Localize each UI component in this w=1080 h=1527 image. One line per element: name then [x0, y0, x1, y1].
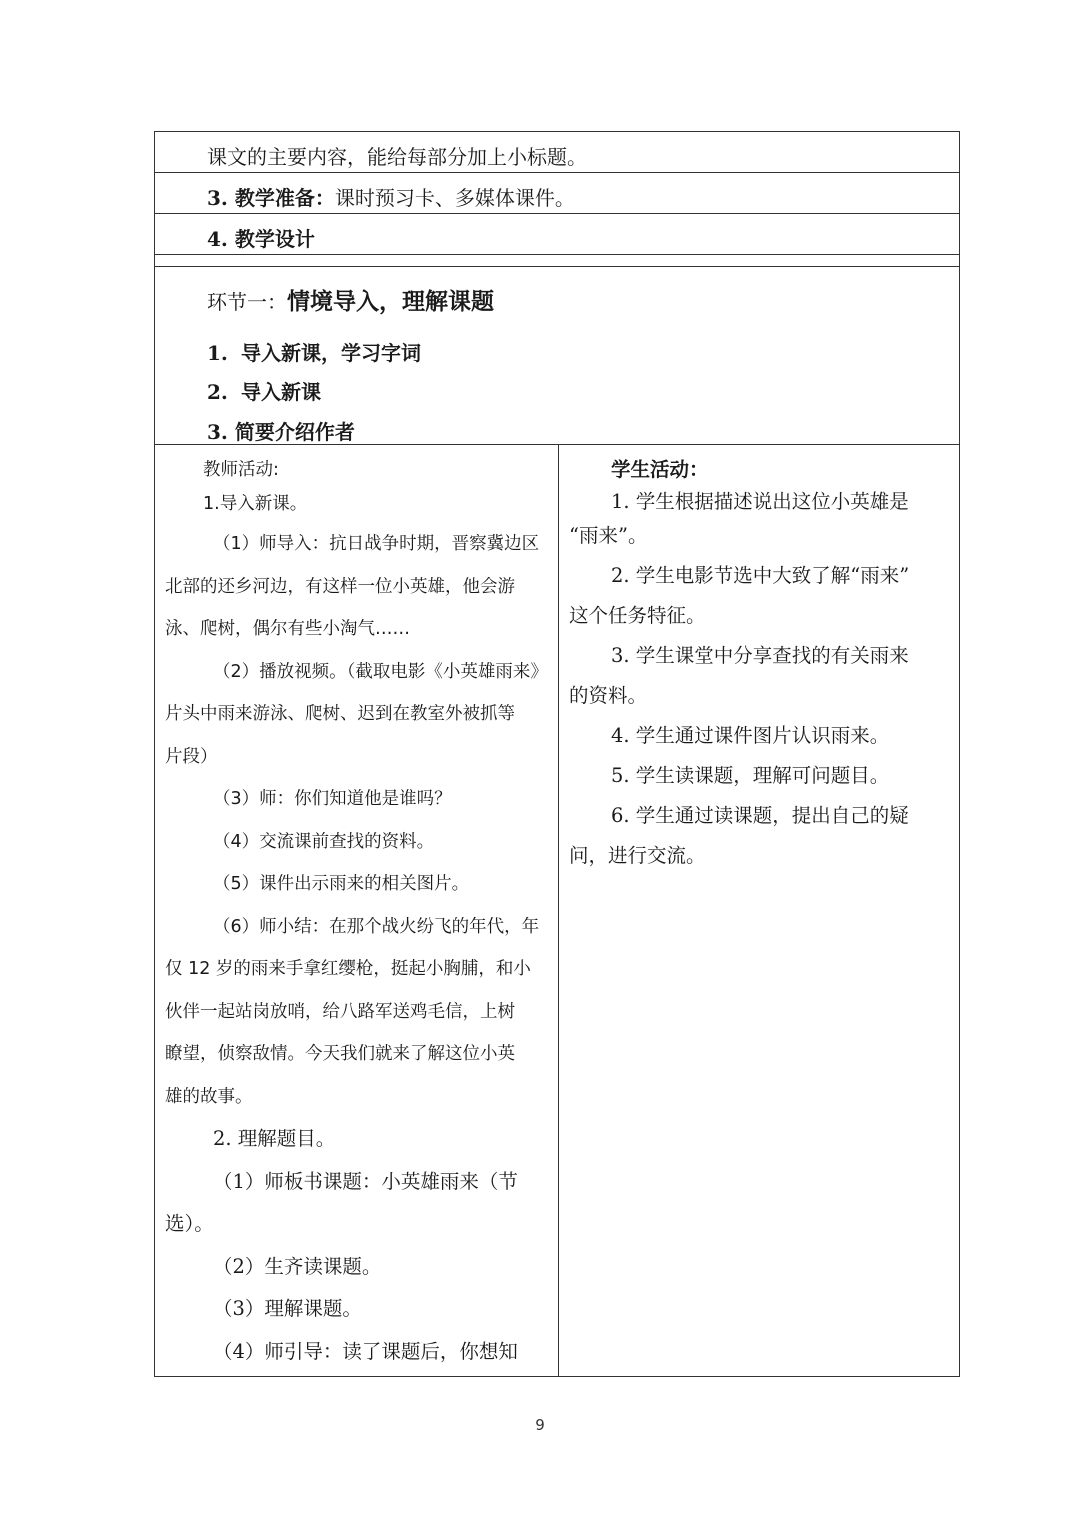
teacher-line: 瞭望，侦察敌情。今天我们就来了解这位小英 — [165, 1044, 515, 1064]
teacher-line: （2）生齐读课题。 — [213, 1254, 382, 1278]
student-line: 3. 学生课堂中分享查找的有关雨来 — [611, 644, 909, 667]
segment-row — [154, 266, 960, 444]
segment-item-number: 1. — [207, 341, 228, 365]
segment-item-text: 3. 简要介绍作者 — [207, 420, 355, 444]
teacher-line: （5）课件出示雨来的相关图片。 — [213, 874, 470, 894]
column-divider — [558, 445, 559, 1376]
student-activity-column — [569, 457, 954, 881]
teacher-line: （2）播放视频。（截取电影《小英雄雨来》 — [213, 661, 548, 682]
teacher-line: 伙伴一起站岗放哨，给八路军送鸡毛信，上树 — [165, 1001, 515, 1022]
student-line: “雨来”。 — [569, 524, 648, 547]
teacher-line: （4）交流课前查找的资料。 — [213, 831, 435, 852]
teacher-line: 雄的故事。 — [165, 1086, 253, 1107]
segment-item-number: 2. — [207, 380, 228, 404]
preparation-content: 课时预习卡、多媒体课件。 — [334, 186, 575, 210]
student-line: 2. 学生电影节选中大致了解“雨来” — [611, 564, 910, 587]
teacher-line: 片头中雨来游泳、爬树、迟到在教室外被抓等 — [165, 704, 515, 724]
teacher-line: 2. 理解题目。 — [213, 1127, 336, 1150]
teacher-activity-column — [165, 457, 550, 1379]
objective-text: 课文的主要内容，能给每部分加上小标题。 — [207, 145, 587, 169]
teacher-activity-header: 教师活动: — [203, 460, 279, 480]
teacher-line: 1.导入新课。 — [203, 494, 308, 514]
preparation-label: 3. 教学准备： — [207, 186, 335, 210]
segment-prefix: 环节一： — [207, 290, 287, 314]
student-line: 问，进行交流。 — [569, 844, 706, 867]
teacher-line: （3）理解课题。 — [213, 1297, 362, 1320]
teacher-line: （3）师：你们知道他是谁吗？ — [213, 789, 452, 809]
teacher-line: （1）师导入：抗日战争时期，晋察冀边区 — [213, 534, 540, 554]
student-line: 的资料。 — [569, 684, 648, 707]
student-activity-header: 学生活动： — [611, 458, 709, 481]
segment-title — [207, 283, 494, 316]
teacher-line: （1）师板书课题：小英雄雨来（节 — [213, 1169, 518, 1193]
teacher-line: （4）师引导：读了课题后，你想知 — [213, 1339, 518, 1363]
teacher-line: 片段） — [165, 746, 218, 767]
student-line: 4. 学生通过课件图片认识雨来。 — [611, 724, 890, 747]
objective-row — [154, 131, 960, 172]
segment-item-text: 导入新课，学习字词 — [241, 341, 421, 365]
teacher-line: （6）师小结：在那个战火纷飞的年代，年 — [213, 916, 540, 937]
teacher-line: 选）。 — [165, 1212, 214, 1235]
preparation-text — [207, 182, 575, 211]
activity-table — [154, 444, 960, 1377]
student-line: 这个任务特征。 — [569, 604, 706, 627]
teacher-line: 北部的还乡河边，有这样一位小英雄，他会游 — [165, 576, 515, 597]
segment-item — [207, 337, 421, 366]
design-heading: 4. 教学设计 — [207, 227, 315, 251]
design-row — [154, 213, 960, 254]
segment-item — [207, 416, 355, 445]
preparation-row — [154, 172, 960, 213]
page-number: 9 — [535, 1416, 545, 1434]
spacer-row — [154, 254, 960, 266]
student-line: 5. 学生读课题，理解可问题目。 — [611, 764, 890, 787]
teacher-line: 泳、爬树，偶尔有些小淘气…… — [165, 619, 410, 639]
student-line: 6. 学生通过读课题，提出自己的疑 — [611, 804, 909, 827]
segment-item — [207, 376, 321, 405]
segment-heading: 情境导入，理解课题 — [287, 288, 494, 315]
segment-item-text: 导入新课 — [241, 380, 321, 404]
student-line: 1. 学生根据描述说出这位小英雄是 — [611, 490, 909, 513]
teacher-line: 仅 12 岁的雨来手拿红缨枪，挺起小胸脯，和小 — [165, 959, 531, 979]
